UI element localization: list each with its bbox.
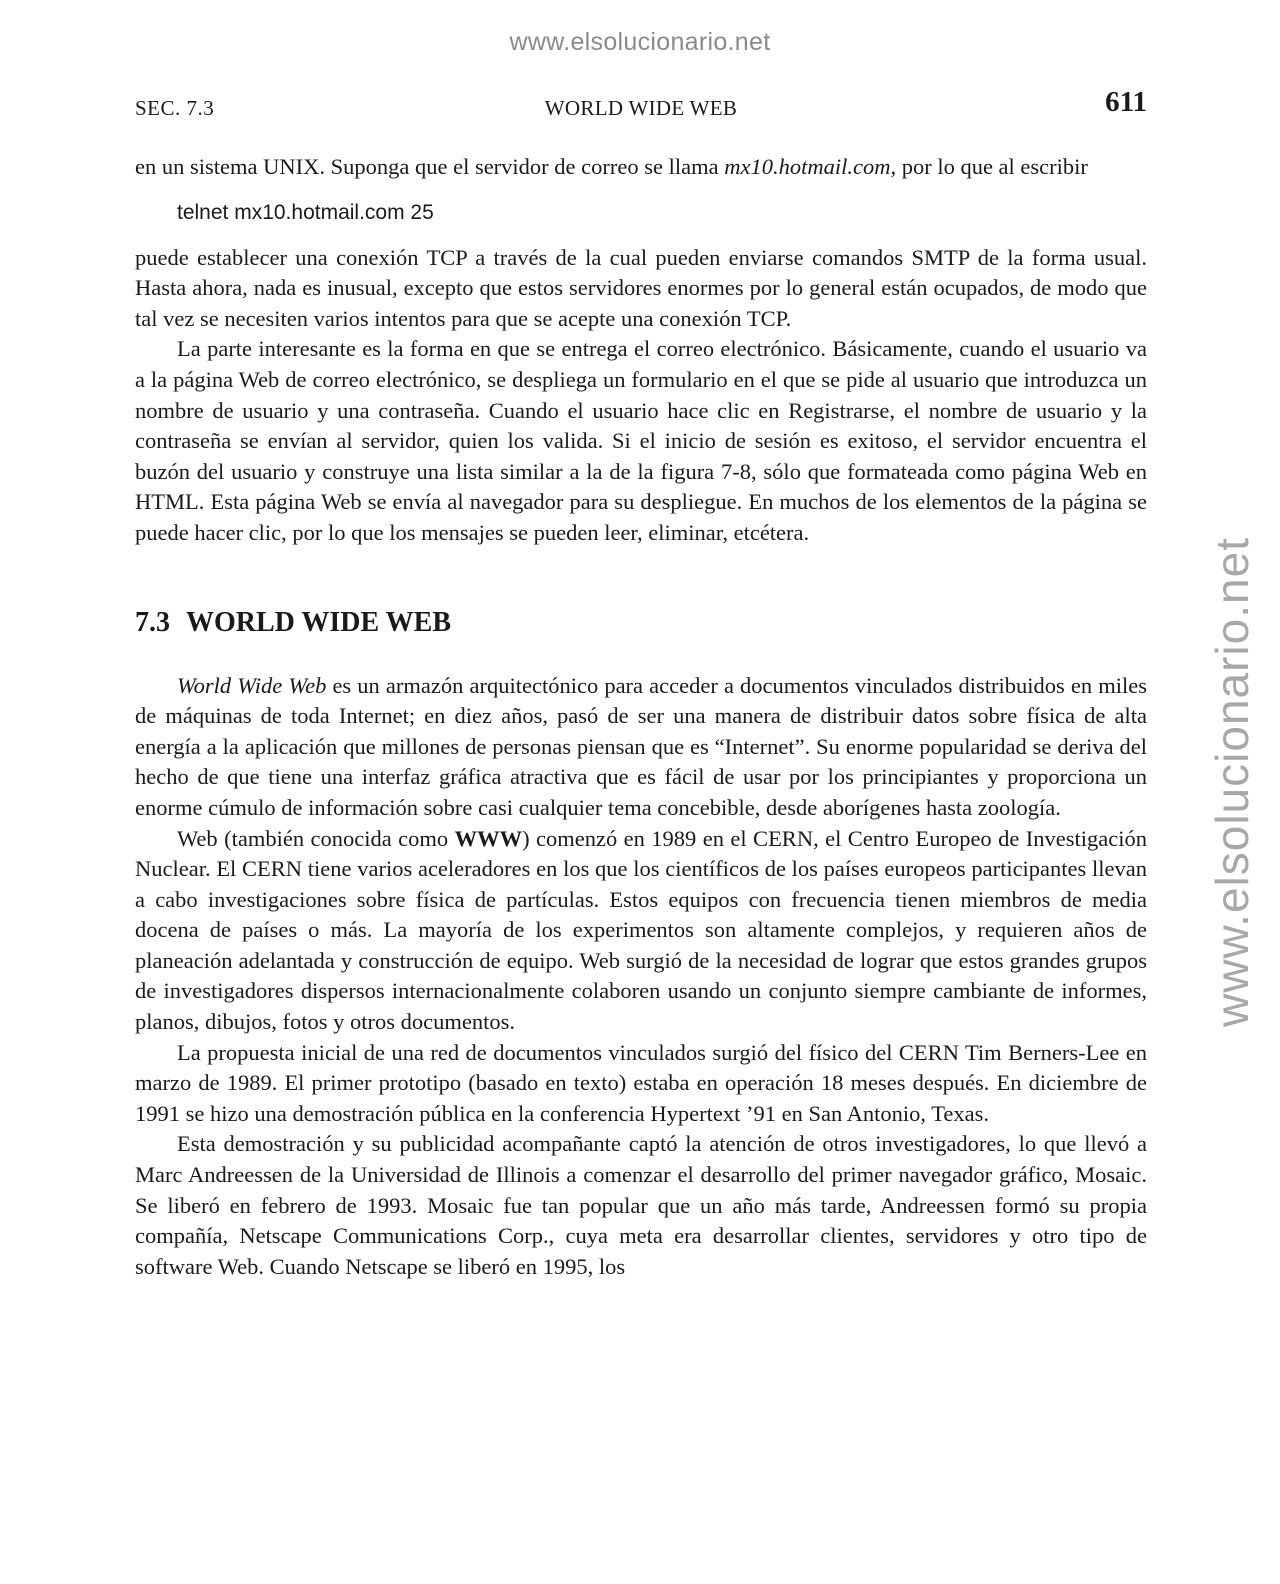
watermark-top: www.elsolucionario.net (509, 28, 771, 56)
section-number: 7.3 (135, 606, 170, 638)
section-heading (135, 605, 1147, 641)
paragraph-continuation (135, 152, 1147, 183)
paragraph: La parte interesante es la forma en que se entrega el correo electrónico. Básicamente, cuando el usuario va a la página Web de correo electrónico, se despliega un formulario en el que se pide al usuario que introduzca un nombre de usuario y una contraseña. Cuando el usuario hace clic en Registrarse, el nombre de usuario y la contraseña se envían al servidor, quien los valida. Si el inicio de sesión es exitoso, el servidor encuentra el buzón del usuario y construye una lista similar a la de la figura 7-8, sólo que formateada como página Web en HTML. Esta página Web se envía al navegador para su despliegue. En muchos de los elementos de la página se puede hacer clic, por lo que los mensajes se pueden leer, eliminar, etcétera. (135, 336, 1147, 545)
paragraph (135, 824, 1147, 1038)
running-head (135, 86, 1147, 126)
paragraph: Esta demostración y su publicidad acompañante captó la atención de otros investigadores, lo que llevó a Marc Andreessen de la Universidad de Illinois a comenzar el desarrollo del primer navegador gráfico, Mosaic. Se liberó en febrero de 1993. Mosaic fue tan popular que un año más tarde, Andreessen formó su propia compañía, Netscape Communications Corp., cuya meta era desarrollar clientes, servidores y otro tipo de software Web. Cuando Netscape se liberó en 1995, los (135, 1131, 1147, 1279)
running-title: WORLD WIDE WEB (544, 96, 738, 120)
code-command: telnet mx10.hotmail.com 25 (177, 200, 434, 224)
text-run: ) comenzó en 1989 en el CERN, el Centro Europeo de Investigación Nuclear. El CERN tiene varios aceleradores en los que los científicos de los países europeos participantes llevan a cabo investigaciones sobre física de partículas. Estos equipos con frecuencia tienen miembros de media docena de países o más. La mayoría de los experimentos son altamente complejos, y requieren años de planeación adelantada y construcción de equipo. Web surgió de la necesidad de lograr que estos grandes grupos de investigadores dispersos internacionalmente colaboren usando un conjunto siempre cambiante de informes, planos, dibujos, fotos y otros documentos. (135, 825, 1147, 1035)
page-body (135, 152, 1147, 1282)
text-run: Web (también conocida como (177, 825, 455, 851)
text-run: en un sistema UNIX. Suponga que el servidor de correo se llama (135, 154, 725, 179)
mail-server-name: mx10.hotmail.com (724, 154, 891, 179)
paragraph: puede establecer una conexión TCP a través de la cual pueden enviarse comandos SMTP de la forma usual. Hasta ahora, nada es inusual, excepto que estos servidores enormes por lo general están ocupados, de modo que tal vez se necesiten varios intentos para que se acepte una conexión TCP. (135, 244, 1147, 331)
term-www: WWW (454, 825, 523, 851)
term-world-wide-web: World Wide Web (177, 672, 327, 698)
text-run: , por lo que al escribir (890, 154, 1088, 179)
text-run: es un armazón arquitectónico para acceder a documentos vinculados distribuidos en miles de máquinas de toda Internet; en diez años, pasó de ser una manera de distribuir datos sobre física de alta energía a la aplicación que millones de personas piensan que es “Internet”. Su enorme popularidad se deriva del hecho de que tiene una interfaz gráfica atractiva que es fácil de usar por los principiantes y proporciona un enorme cúmulo de información sobre casi cualquier tema concebible, desde aborígenes hasta zoología. (135, 672, 1147, 820)
paragraph (135, 671, 1147, 824)
watermark-side: www.elsolucionario.net (1206, 537, 1258, 1027)
paragraph: La propuesta inicial de una red de documentos vinculados surgió del físico del CERN Tim Berners-Lee en marzo de 1989. El primer prototipo (basado en texto) estaba en operación 18 meses después. En diciembre de 1991 se hizo una demostración pública en la conferencia Hypertext ’91 en San Antonio, Texas. (135, 1039, 1147, 1126)
page-number: 611 (1105, 86, 1147, 118)
section-title: WORLD WIDE WEB (186, 606, 452, 638)
section-label: SEC. 7.3 (135, 96, 215, 120)
